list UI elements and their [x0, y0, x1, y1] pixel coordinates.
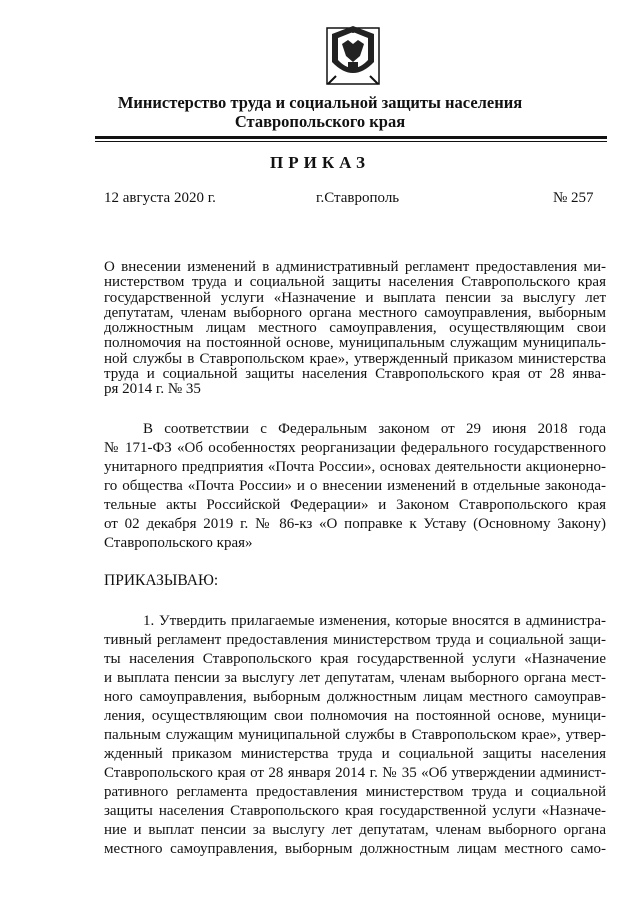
item-1-line: ты населения Ставропольского края государственной услуги «Назначение: [104, 651, 606, 667]
item-1-line: пальным служащим муниципальной службы в Ставропольском крае», утвер-: [104, 727, 606, 743]
item-1-line: тивный регламент предоставления министерством труда и социальной защи-: [104, 632, 606, 648]
item-1-line: и выплата пенсии за выслугу лет депутатам, членам выборного органа мест-: [104, 670, 606, 686]
subject-line: депутатам, членам выборного органа местного самоуправления, выборным: [104, 304, 606, 321]
coat-of-arms-emblem: [326, 22, 380, 86]
order-subject: [104, 260, 606, 398]
item-1-line: Ставропольского края от 28 января 2014 г. № 35 «Об утверждении админист-: [104, 765, 606, 781]
subject-line: полномочия на постоянной основе, муниципальным служащим муниципаль-: [104, 335, 606, 352]
preamble-line: тельные акты Российской Федерации» и Законом Ставропольского края: [104, 497, 606, 513]
subject-line: государственной услуги «Назначение и выплата пенсии за выслугу лет: [104, 289, 606, 306]
order-number: № 257: [553, 190, 594, 206]
preamble-line: от 02 декабря 2019 г. № 86-кз «О поправке к Уставу (Основному Закону): [104, 516, 606, 532]
subject-line: нистерством труда и социальной защиты населения Ставропольского края: [104, 274, 606, 291]
order-date: 12 августа 2020 г.: [104, 190, 216, 206]
item-1-line: ления, осуществляющим свои полномочия на постоянной основе, муници-: [104, 708, 606, 724]
item-1-line: ние и выплат пенсии за выслугу лет депутатам, членам выборного органа: [104, 822, 606, 838]
preamble-line: № 171-ФЗ «Об особенностях реорганизации федерального государственного: [104, 440, 606, 456]
subject-line: труда и социальной защиты населения Ставропольского края от 28 янва-: [104, 366, 606, 383]
header-rule-thick: [95, 136, 607, 139]
subject-line: должностным лицам местного самоуправления, осуществляющим свои: [104, 320, 606, 337]
order-city: г.Ставрополь: [316, 190, 400, 206]
item-1-line: ного самоуправления, выборным должностным лицам местного самоуправ-: [104, 689, 606, 705]
item-1-line: защиты населения Ставропольского края государственной услуги «Назначе-: [104, 803, 606, 819]
ministry-name-line-2: Ставропольского края: [234, 112, 406, 131]
item-1-line: 1. Утвердить прилагаемые изменения, которые вносятся в администра-: [143, 613, 606, 629]
preamble-line: унитарного предприятия «Почта России», основах деятельности акционерно-: [104, 459, 606, 475]
subject-line: ря 2014 г. № 35: [104, 381, 201, 398]
header-rule-thin: [95, 141, 607, 142]
order-title: ПРИКАЗ: [270, 153, 370, 172]
subject-line: ной службы в Ставропольском крае», утвержденный приказом министерства: [104, 350, 606, 367]
orders-label: ПРИКАЗЫВАЮ:: [104, 572, 219, 589]
preamble-line: В соответствии с Федеральным законом от 29 июня 2018 года: [143, 421, 606, 437]
subject-line: О внесении изменений в административный регламент предоставления ми-: [104, 259, 606, 275]
item-1-line: жденный приказом министерства труда и социальной защиты населения: [104, 746, 606, 762]
ministry-name-line-1: Министерство труда и социальной защиты населения: [117, 93, 523, 112]
preamble-paragraph: [104, 420, 606, 553]
item-1-paragraph: [104, 612, 606, 859]
preamble-line: го общества «Почта России» и о внесении изменений в отдельные законода-: [104, 478, 606, 494]
preamble-line: Ставропольского края»: [104, 535, 253, 551]
item-1-line: местного самоуправления, выборным должностным лицам местного само-: [104, 841, 606, 857]
item-1-line: ративного регламента предоставления министерством труда и социальной: [104, 784, 606, 800]
